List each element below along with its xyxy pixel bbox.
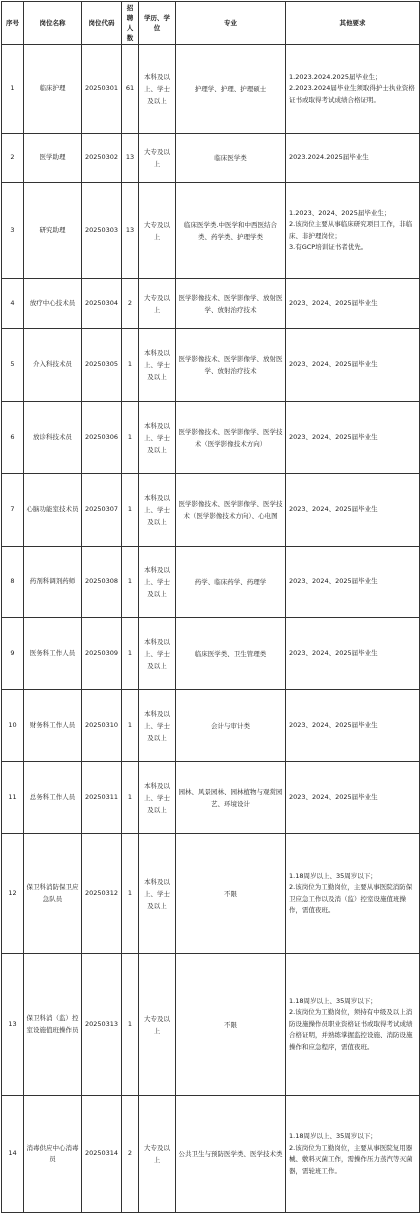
requirement-line: 2023、2024、2025届毕业生 xyxy=(289,505,378,514)
requirements xyxy=(286,954,420,1096)
requirements xyxy=(286,45,420,134)
row-index: 10 xyxy=(2,690,24,762)
header-row xyxy=(2,2,420,45)
education: 本科及以上、学士及以上 xyxy=(139,547,176,618)
position-name: 放疗中心技术员 xyxy=(24,279,82,329)
requirement-line: 3.有GCP培训证书者优先。 xyxy=(289,243,368,251)
header-index: 序号 xyxy=(2,2,24,45)
major: 临床医学类 xyxy=(176,134,286,183)
table-row xyxy=(2,45,420,134)
requirements xyxy=(286,762,420,834)
table-row xyxy=(2,834,420,954)
header-position-code: 岗位代码 xyxy=(82,2,122,45)
position-code: 20250302 xyxy=(82,134,122,183)
position-code: 20250309 xyxy=(82,618,122,690)
major: 医学影像技术、医学影像学、放射医学、放射治疗技术 xyxy=(176,279,286,329)
position-code: 20250307 xyxy=(82,474,122,547)
major: 园林、风景园林、园林植物与观赏园艺、环境设计 xyxy=(176,762,286,834)
major: 临床医学类、卫生管理类 xyxy=(176,618,286,690)
major: 药学、临床药学、药理学 xyxy=(176,547,286,618)
table-row xyxy=(2,279,420,329)
headcount: 1 xyxy=(122,690,139,762)
position-name: 保卫科消防保卫应急队员 xyxy=(24,834,82,954)
requirement-line: 2023、2024、2025届毕业生 xyxy=(289,792,378,801)
position-name: 心脑功能室技术员 xyxy=(24,474,82,547)
position-name: 医学助理 xyxy=(24,134,82,183)
row-index: 6 xyxy=(2,402,24,474)
position-code: 20250306 xyxy=(82,402,122,474)
requirement-line: 1.18周岁以上、35周岁以下； xyxy=(289,871,377,880)
position-name: 总务科工作人员 xyxy=(24,762,82,834)
table-row xyxy=(2,762,420,834)
education: 本科及以上、学士及以上 xyxy=(139,402,176,474)
header-major: 专业 xyxy=(176,2,286,45)
requirement-line: 2023、2024、2025届毕业生 xyxy=(289,432,378,441)
education: 大专及以上 xyxy=(139,954,176,1096)
table-row xyxy=(2,329,420,402)
education: 大专及以上 xyxy=(139,1096,176,1213)
education: 本科及以上、学士及以上 xyxy=(139,690,176,762)
headcount: 13 xyxy=(122,183,139,279)
requirements xyxy=(286,690,420,762)
recruitment-table xyxy=(1,1,420,1213)
table-row xyxy=(2,474,420,547)
headcount: 2 xyxy=(122,1096,139,1213)
row-index: 1 xyxy=(2,45,24,134)
row-index: 14 xyxy=(2,1096,24,1213)
headcount: 1 xyxy=(122,618,139,690)
requirement-line: 2.该岗位为工勤岗位，主要从事医院消防保卫应急工作以及消（监）控室设施值班操作，需值夜班。 xyxy=(289,883,413,914)
requirement-line: 1.2023.2024.2025届毕业生； xyxy=(289,72,382,81)
requirements xyxy=(286,134,420,183)
row-index: 3 xyxy=(2,183,24,279)
row-index: 5 xyxy=(2,329,24,402)
headcount: 61 xyxy=(122,45,139,134)
education: 本科及以上、学士及以上 xyxy=(139,45,176,134)
major: 会计与审计类 xyxy=(176,690,286,762)
row-index: 9 xyxy=(2,618,24,690)
requirements xyxy=(286,329,420,402)
row-index: 11 xyxy=(2,762,24,834)
education: 本科及以上、学士及以上 xyxy=(139,834,176,954)
position-name: 药剂科调剂药师 xyxy=(24,547,82,618)
requirements xyxy=(286,618,420,690)
headcount: 1 xyxy=(122,762,139,834)
position-code: 20250301 xyxy=(82,45,122,134)
position-name: 财务科工作人员 xyxy=(24,690,82,762)
row-index: 2 xyxy=(2,134,24,183)
table-row xyxy=(2,547,420,618)
requirements xyxy=(286,183,420,279)
position-code: 20250313 xyxy=(82,954,122,1096)
requirements xyxy=(286,1096,420,1213)
position-code: 20250310 xyxy=(82,690,122,762)
position-name: 临床护理 xyxy=(24,45,82,134)
major: 不限 xyxy=(176,834,286,954)
row-index: 8 xyxy=(2,547,24,618)
position-code: 20250305 xyxy=(82,329,122,402)
headcount: 1 xyxy=(122,402,139,474)
major: 医学影像技术、医学影像学、医学技术（医学影像技术方向） xyxy=(176,402,286,474)
education: 大专及以上 xyxy=(139,134,176,183)
position-code: 20250311 xyxy=(82,762,122,834)
requirement-line: 2.该岗位主要从事临床研究项目工作，非临床、非护理岗位； xyxy=(289,220,413,240)
education: 大专及以上 xyxy=(139,279,176,329)
requirements xyxy=(286,402,420,474)
table-row xyxy=(2,402,420,474)
education: 本科及以上、学士及以上 xyxy=(139,618,176,690)
headcount: 1 xyxy=(122,954,139,1096)
position-code: 20250303 xyxy=(82,183,122,279)
position-name: 研究助理 xyxy=(24,183,82,279)
table-row xyxy=(2,954,420,1096)
position-name: 介入科技术员 xyxy=(24,329,82,402)
major: 护理学、护理、护理硕士 xyxy=(176,45,286,134)
position-name: 消毒供应中心消毒员 xyxy=(24,1096,82,1213)
education: 本科及以上、学士及以上 xyxy=(139,329,176,402)
major: 医学影像技术、医学影像学、医学技术（医学影像技术方向）、心电图 xyxy=(176,474,286,547)
requirement-line: 2.2023.2024届毕业生须取得护士执业资格证书或取得考试成绩合格证明。 xyxy=(289,84,415,104)
position-code: 20250308 xyxy=(82,547,122,618)
requirements xyxy=(286,547,420,618)
table-row xyxy=(2,134,420,183)
position-name: 保卫科消（监）控室设施值班操作员 xyxy=(24,954,82,1096)
requirement-line: 2.该岗位为工勤岗位，主要从事医院复用器械、敷料灭菌工作，需操作压力蒸汽等灭菌器，需轮班工作。 xyxy=(289,1143,413,1175)
education: 大专及以上 xyxy=(139,183,176,279)
table-row xyxy=(2,618,420,690)
major: 医学影像技术、医学影像学、放射医学、放射治疗技术 xyxy=(176,329,286,402)
requirement-line: 2023、2024、2025届毕业生 xyxy=(289,360,378,369)
row-index: 13 xyxy=(2,954,24,1096)
header-headcount: 招聘人数 xyxy=(122,2,139,45)
requirements xyxy=(286,279,420,329)
table-row xyxy=(2,690,420,762)
major: 公共卫生与预防医学类、医学技术类 xyxy=(176,1096,286,1213)
education: 本科及以上、学士及以上 xyxy=(139,474,176,547)
header-requirements: 其他要求 xyxy=(286,2,420,45)
requirement-line: 1.18周岁以上、35周岁以下； xyxy=(289,996,377,1005)
headcount: 1 xyxy=(122,329,139,402)
requirements xyxy=(286,474,420,547)
requirement-line: 2023.2024.2025届毕业生 xyxy=(289,153,369,162)
table-row xyxy=(2,1096,420,1213)
position-name: 医务科工作人员 xyxy=(24,618,82,690)
headcount: 13 xyxy=(122,134,139,183)
row-index: 4 xyxy=(2,279,24,329)
requirement-line: 2023、2024、2025届毕业生 xyxy=(289,648,378,657)
position-code: 20250314 xyxy=(82,1096,122,1213)
headcount: 1 xyxy=(122,547,139,618)
header-position-name: 岗位名称 xyxy=(24,2,82,45)
requirement-line: 2.该岗位为工勤岗位，须持有中级及以上消防设施操作员职业资格证书或取得考试成绩合格证明，并熟练掌握监控设施、消防设施操作和应急程序，需值夜班。 xyxy=(289,1008,413,1051)
major: 不限 xyxy=(176,954,286,1096)
position-code: 20250312 xyxy=(82,834,122,954)
major: 临床医学类.中医学和中西医结合类、药学类、护理学类 xyxy=(176,183,286,279)
table-row xyxy=(2,183,420,279)
requirement-line: 2023、2024、2025届毕业生 xyxy=(289,720,378,729)
row-index: 12 xyxy=(2,834,24,954)
position-code: 20250304 xyxy=(82,279,122,329)
headcount: 2 xyxy=(122,279,139,329)
requirement-line: 2023、2024、2025届毕业生 xyxy=(289,577,378,586)
requirement-line: 2023、2024、2025届毕业生 xyxy=(289,298,378,307)
headcount: 1 xyxy=(122,474,139,547)
requirements xyxy=(286,834,420,954)
row-index: 7 xyxy=(2,474,24,547)
header-education: 学历、学位 xyxy=(139,2,176,45)
requirement-line: 1.18周岁以上、35周岁以下； xyxy=(289,1132,377,1140)
requirement-line: 1.2023、2024、2025届毕业生； xyxy=(289,208,391,217)
education: 本科及以上、学士及以上 xyxy=(139,762,176,834)
position-name: 放诊科技术员 xyxy=(24,402,82,474)
headcount: 1 xyxy=(122,834,139,954)
